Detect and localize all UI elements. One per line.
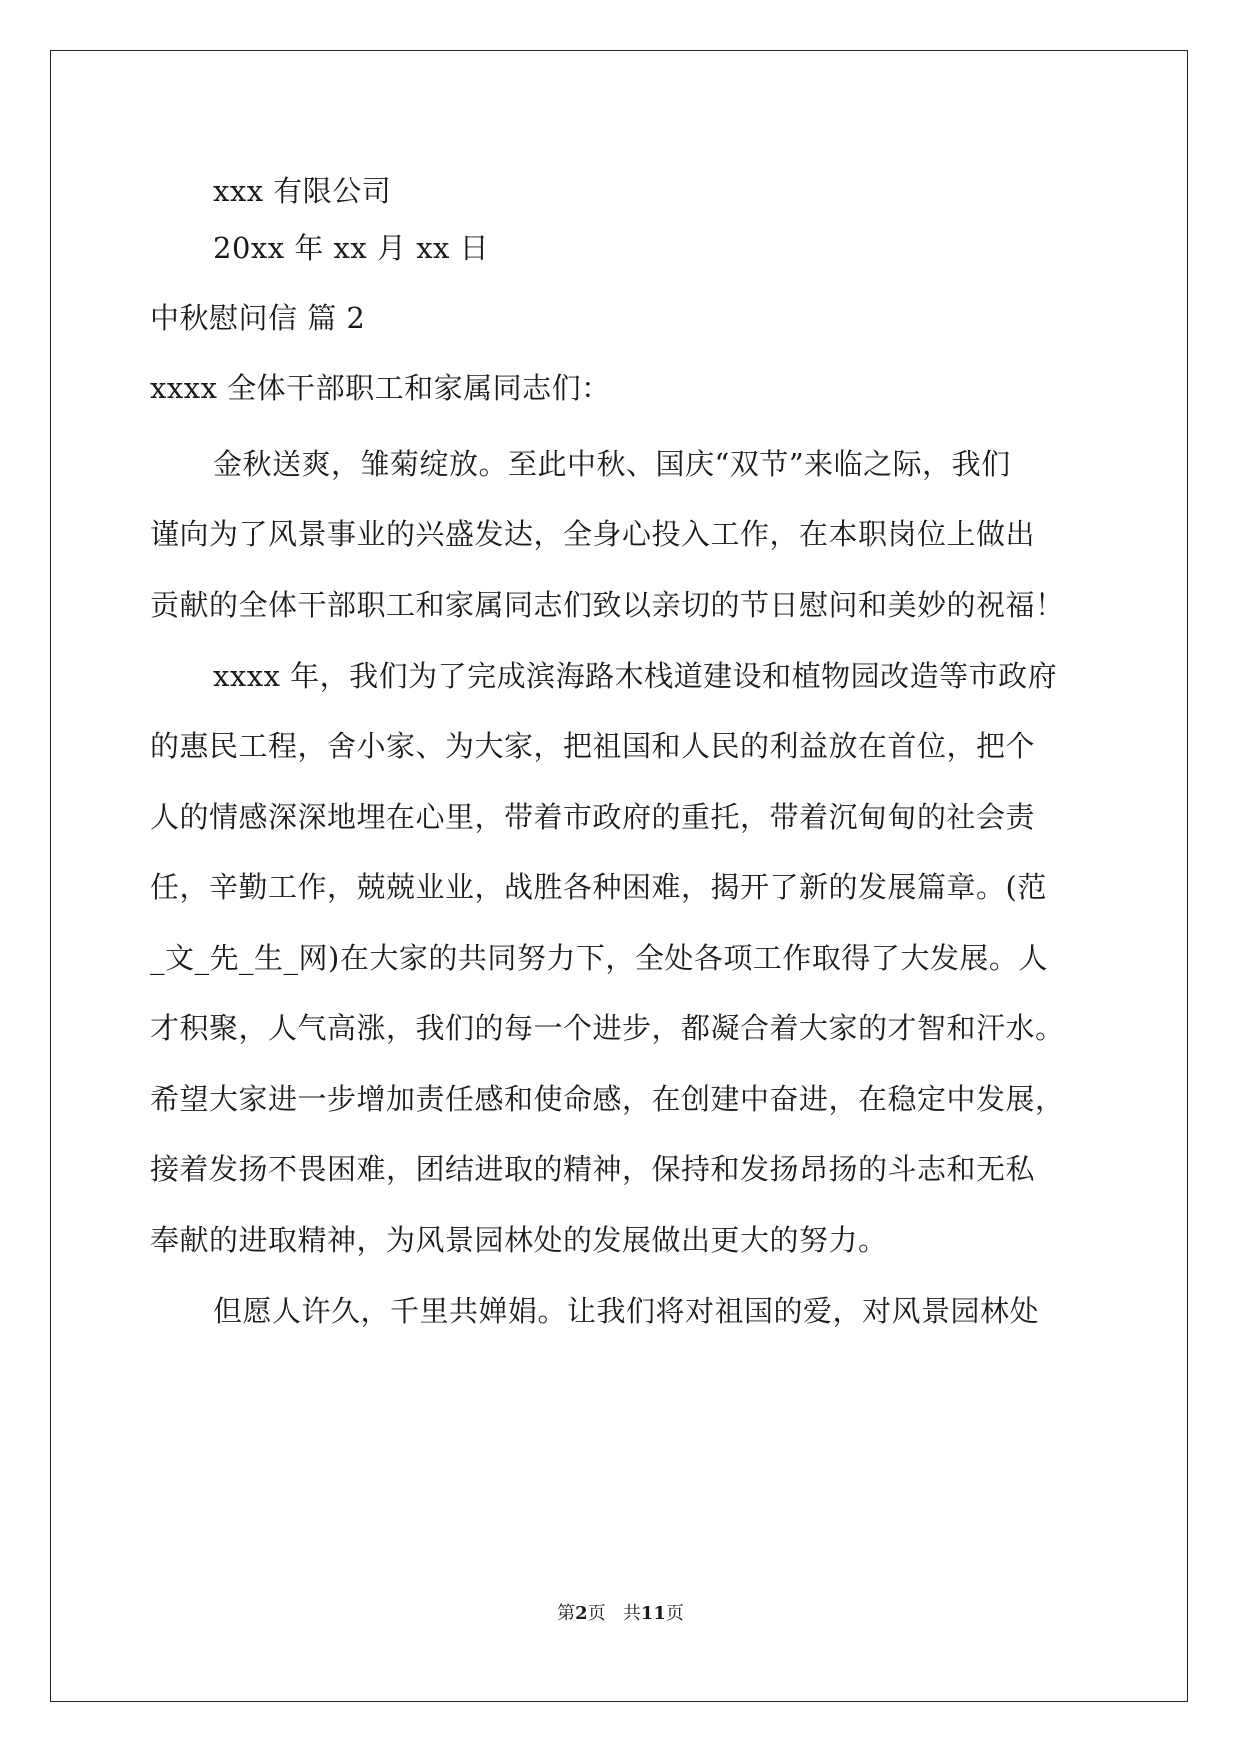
date-line: 20xx 年 xx 月 xx 日 (213, 231, 490, 265)
paragraph-2-line-9: 奉献的进取精神，为风景园林处的发展做出更大的努力。 (150, 1223, 888, 1257)
paragraph-2-line-1: xxxx 年，我们为了完成滨海路木栈道建设和植物园改造等市政府 (213, 659, 1058, 693)
paragraph-2-line-6: 才积聚，人气高涨，我们的每一个进步，都凝合着大家的才智和汗水。 (150, 1011, 1065, 1045)
page-footer (0, 1602, 1241, 1626)
paragraph-2-line-4: 任，辛勤工作，兢兢业业，战胜各种困难，揭开了新的发展篇章。(范 (150, 870, 1047, 904)
paragraph-3-line-1: 但愿人许久，千里共婵娟。让我们将对祖国的爱，对风景园林处 (213, 1294, 1040, 1328)
section-heading: 中秋慰问信 篇 2 (150, 301, 366, 335)
paragraph-2-line-7: 希望大家进一步增加责任感和使命感，在创建中奋进，在稳定中发展， (150, 1082, 1065, 1116)
footer-page-suffix: 页 (587, 1603, 606, 1624)
footer-total-suffix: 页 (665, 1603, 684, 1624)
paragraph-2-line-8: 接着发扬不畏困难，团结进取的精神，保持和发扬昂扬的斗志和无私 (150, 1152, 1036, 1186)
company-name-line: xxx 有限公司 (213, 174, 392, 208)
footer-total-prefix: 共 (622, 1603, 641, 1624)
footer-total-pages: 11 (640, 1603, 666, 1624)
salutation-line: xxxx 全体干部职工和家属同志们： (150, 371, 611, 405)
paragraph-1-line-2: 谨向为了风景事业的兴盛发达，全身心投入工作，在本职岗位上做出 (150, 517, 1036, 551)
paragraph-2-line-2: 的惠民工程，舍小家、为大家，把祖国和人民的利益放在首位，把个 (150, 729, 1036, 763)
paragraph-1-line-3: 贡献的全体干部职工和家属同志们致以亲切的节日慰问和美妙的祝福！ (150, 588, 1065, 622)
paragraph-2-line-3: 人的情感深深地埋在心里，带着市政府的重托，带着沉甸甸的社会责 (150, 800, 1036, 834)
footer-page-prefix: 第 (557, 1603, 576, 1624)
paragraph-2-line-5: _文_先_生_网)在大家的共同努力下，全处各项工作取得了大发展。人 (150, 941, 1048, 975)
footer-page-number: 2 (575, 1603, 588, 1624)
paragraph-1-line-1: 金秋送爽，雏菊绽放。至此中秋、国庆“双节”来临之际，我们 (213, 447, 1011, 481)
